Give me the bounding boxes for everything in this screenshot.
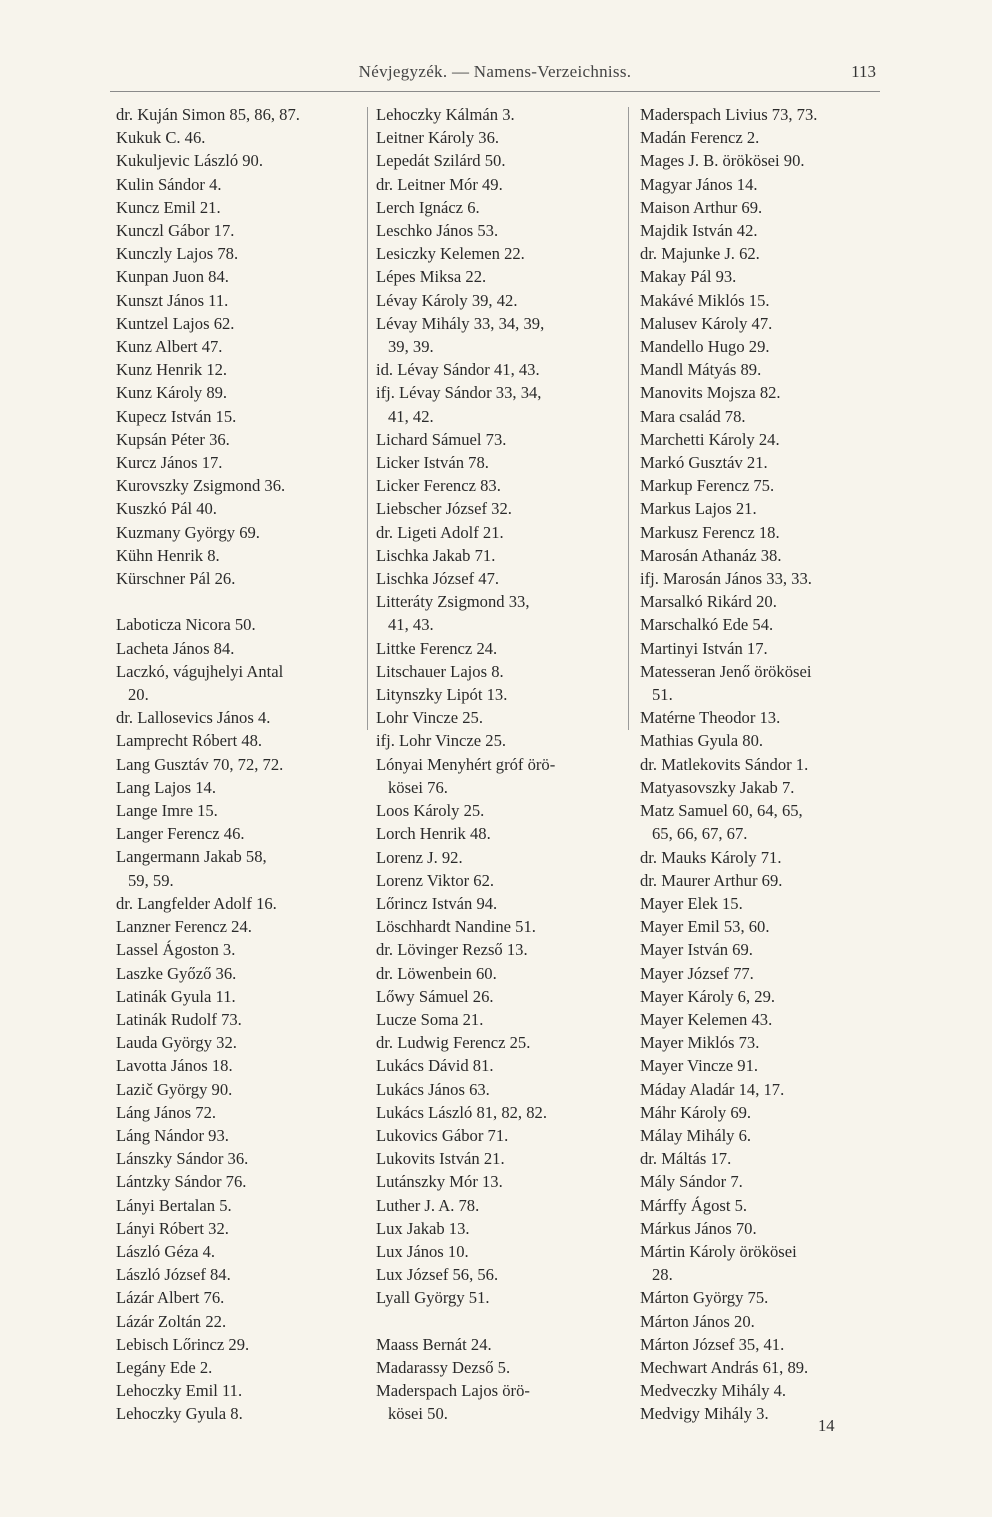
index-entry: Lischka József 47. bbox=[376, 569, 500, 589]
index-entry: Kühn Henrik 8. bbox=[116, 545, 220, 565]
index-entry: Márffy Ágost 5. bbox=[640, 1195, 748, 1215]
index-entry: Latinák Rudolf 73. bbox=[116, 1009, 242, 1029]
index-entry: Loos Károly 25. bbox=[376, 801, 485, 821]
index-entry: Kuzmany György 69. bbox=[116, 522, 260, 542]
index-entry: Kuntzel Lajos 62. bbox=[116, 313, 235, 333]
index-entry: Lányi Bertalan 5. bbox=[116, 1195, 232, 1215]
index-entry-continuation: 41, 43. bbox=[388, 615, 434, 635]
index-column-1 bbox=[116, 103, 360, 1426]
index-entry: dr. Máltás 17. bbox=[640, 1149, 732, 1169]
index-entry: Lorch Henrik 48. bbox=[376, 824, 491, 844]
index-entry: Lyall György 51. bbox=[376, 1288, 490, 1308]
index-entry: Madán Ferencz 2. bbox=[640, 128, 760, 148]
index-entry-continuation: kösei 50. bbox=[388, 1404, 448, 1424]
index-entry: Máday Aladár 14, 17. bbox=[640, 1079, 785, 1099]
index-entry: Márton János 20. bbox=[640, 1311, 755, 1331]
index-entry-continuation: 51. bbox=[652, 685, 673, 705]
index-entry: Lánszky Sándor 36. bbox=[116, 1149, 249, 1169]
index-entry: Kukuk C. 46. bbox=[116, 128, 206, 148]
index-entry: Litynszky Lipót 13. bbox=[376, 685, 508, 705]
index-entry: Mártin Károly örökösei bbox=[640, 1241, 797, 1261]
index-entry: ifj. Lohr Vincze 25. bbox=[376, 731, 507, 751]
index-entry: Málay Mihály 6. bbox=[640, 1125, 752, 1145]
index-entry: Kurcz János 17. bbox=[116, 453, 223, 473]
index-entry: Kukuljevic László 90. bbox=[116, 151, 264, 171]
index-entry: Kunz Albert 47. bbox=[116, 337, 223, 357]
index-entry: Lázár Zoltán 22. bbox=[116, 1311, 227, 1331]
index-entry: Lehoczky Kálmán 3. bbox=[376, 105, 515, 124]
index-entry: Makay Pál 93. bbox=[640, 267, 737, 287]
index-entry: Mayer István 69. bbox=[640, 940, 753, 960]
index-entry: Lőrincz István 94. bbox=[376, 893, 498, 913]
column-divider bbox=[367, 107, 368, 730]
index-entry: Makávé Miklós 15. bbox=[640, 290, 770, 310]
index-entry: Lukovits István 21. bbox=[376, 1149, 505, 1169]
index-entry: Liebscher József 32. bbox=[376, 499, 512, 519]
index-entry: Matz Samuel 60, 64, 65, bbox=[640, 801, 803, 821]
index-entry: Kunz Károly 89. bbox=[116, 383, 228, 403]
index-entry: Laboticza Nicora 50. bbox=[116, 615, 256, 635]
index-entry: Matérne Theodor 13. bbox=[640, 708, 781, 728]
index-entry: Marosán Athanáz 38. bbox=[640, 545, 782, 565]
index-entry: Maison Arthur 69. bbox=[640, 197, 763, 217]
index-entry: Lázár Albert 76. bbox=[116, 1288, 225, 1308]
index-entry-continuation: 28. bbox=[652, 1265, 673, 1285]
index-entry-continuation: kösei 76. bbox=[388, 777, 448, 797]
index-entry: Licker Ferencz 83. bbox=[376, 476, 501, 496]
index-entry: Matyasovszky Jakab 7. bbox=[640, 777, 795, 797]
page-number: 113 bbox=[851, 62, 876, 81]
index-column-2 bbox=[376, 103, 622, 1426]
index-entry: Lesiczky Kelemen 22. bbox=[376, 244, 525, 264]
index-entry: dr. Ligeti Adolf 21. bbox=[376, 522, 504, 542]
index-entry: Lukovics Gábor 71. bbox=[376, 1125, 509, 1145]
index-entry: dr. Matlekovits Sándor 1. bbox=[640, 754, 809, 774]
index-entry: Lazič György 90. bbox=[116, 1079, 233, 1099]
index-entry: Kuszkó Pál 40. bbox=[116, 499, 217, 519]
index-entry: Markup Ferencz 75. bbox=[640, 476, 775, 496]
index-entry: Martinyi István 17. bbox=[640, 638, 768, 658]
header-rule bbox=[110, 91, 880, 92]
index-entry: Kupsán Péter 36. bbox=[116, 429, 230, 449]
index-entry: Laczkó, vágujhelyi Antal bbox=[116, 661, 284, 681]
index-entry: Mandl Mátyás 89. bbox=[640, 360, 762, 380]
index-entry: Litteráty Zsigmond 33, bbox=[376, 592, 530, 612]
index-entry: Langer Ferencz 46. bbox=[116, 824, 245, 844]
index-entry: Lischka Jakab 71. bbox=[376, 545, 496, 565]
index-entry: Kurovszky Zsigmond 36. bbox=[116, 476, 286, 496]
index-entry: Lebisch Lőrincz 29. bbox=[116, 1334, 250, 1354]
index-entry: Mages J. B. örökösei 90. bbox=[640, 151, 805, 171]
index-entry: Lőwy Sámuel 26. bbox=[376, 986, 494, 1006]
index-entry: László Géza 4. bbox=[116, 1241, 216, 1261]
index-entry: Kunpan Juon 84. bbox=[116, 267, 229, 287]
index-column-3 bbox=[640, 103, 890, 1426]
index-entry-continuation: 59, 59. bbox=[128, 870, 174, 890]
index-entry: Láng Nándor 93. bbox=[116, 1125, 229, 1145]
index-entry-continuation: 41, 42. bbox=[388, 406, 434, 426]
signature-mark: 14 bbox=[818, 1416, 835, 1435]
section-gap bbox=[376, 1310, 622, 1333]
index-entry: Malusev Károly 47. bbox=[640, 313, 773, 333]
index-entry: Mayer Kelemen 43. bbox=[640, 1009, 773, 1029]
column-divider bbox=[628, 107, 629, 730]
index-entry: Mayer Károly 6, 29. bbox=[640, 986, 776, 1006]
index-entry-continuation: 39, 39. bbox=[388, 337, 434, 357]
index-entry: Lónyai Menyhért gróf örö- bbox=[376, 754, 556, 774]
index-entry: Mayer Miklós 73. bbox=[640, 1033, 760, 1053]
index-entry: Markus Lajos 21. bbox=[640, 499, 757, 519]
index-entry: Lohr Vincze 25. bbox=[376, 708, 483, 728]
index-entry: Lepedát Szilárd 50. bbox=[376, 151, 506, 171]
index-entry: Maass Bernát 24. bbox=[376, 1334, 492, 1354]
index-entry: Márkus János 70. bbox=[640, 1218, 757, 1238]
index-entry: Lukács László 81, 82, 82. bbox=[376, 1102, 547, 1122]
index-entry-continuation: 20. bbox=[128, 685, 149, 705]
index-entry: Litschauer Lajos 8. bbox=[376, 661, 504, 681]
index-entry: Márton József 35, 41. bbox=[640, 1334, 785, 1354]
index-entry: Lorenz J. 92. bbox=[376, 847, 463, 867]
index-entry: Lassel Ágoston 3. bbox=[116, 940, 236, 960]
index-entry: dr. Kuján Simon 85, 86, 87. bbox=[116, 105, 300, 124]
index-entry: Medveczky Mihály 4. bbox=[640, 1381, 787, 1401]
index-entry: dr. Lallosevics János 4. bbox=[116, 708, 271, 728]
index-entry: Láng János 72. bbox=[116, 1102, 217, 1122]
index-entry: Lévay Mihály 33, 34, 39, bbox=[376, 313, 545, 333]
index-entry: Mandello Hugo 29. bbox=[640, 337, 770, 357]
index-entry: Marchetti Károly 24. bbox=[640, 429, 780, 449]
index-entry: Lehoczky Emil 11. bbox=[116, 1381, 243, 1401]
index-entry: Legány Ede 2. bbox=[116, 1357, 213, 1377]
index-entry: Löschhardt Nandine 51. bbox=[376, 917, 536, 937]
index-entry: Lerch Ignácz 6. bbox=[376, 197, 480, 217]
index-entry: Marschalkó Ede 54. bbox=[640, 615, 774, 635]
index-entry: Lacheta János 84. bbox=[116, 638, 235, 658]
index-entry: Kunszt János 11. bbox=[116, 290, 229, 310]
index-entry: Kuncz Emil 21. bbox=[116, 197, 221, 217]
page-header bbox=[110, 62, 880, 88]
index-entry: Lange Imre 15. bbox=[116, 801, 218, 821]
index-entry: Mara család 78. bbox=[640, 406, 746, 426]
index-entry-continuation: 65, 66, 67, 67. bbox=[652, 824, 748, 844]
index-entry: Lang Lajos 14. bbox=[116, 777, 217, 797]
index-entry: Leitner Károly 36. bbox=[376, 128, 500, 148]
index-entry: dr. Leitner Mór 49. bbox=[376, 174, 503, 194]
index-entry: Kunz Henrik 12. bbox=[116, 360, 228, 380]
index-entry: Mayer Vincze 91. bbox=[640, 1056, 759, 1076]
index-entry: Kupecz István 15. bbox=[116, 406, 237, 426]
index-entry: dr. Langfelder Adolf 16. bbox=[116, 893, 277, 913]
index-entry: Matesseran Jenő örökösei bbox=[640, 661, 812, 681]
index-entry: Lux János 10. bbox=[376, 1241, 469, 1261]
index-entry: Mathias Gyula 80. bbox=[640, 731, 764, 751]
index-entry: Lux Jakab 13. bbox=[376, 1218, 470, 1238]
index-entry: Lucze Soma 21. bbox=[376, 1009, 484, 1029]
running-title: Névjegyzék. — Namens-Verzeichniss. bbox=[358, 62, 632, 81]
index-entry: Lang Gusztáv 70, 72, 72. bbox=[116, 754, 284, 774]
index-entry: Majdik István 42. bbox=[640, 221, 758, 241]
index-entry: Mayer József 77. bbox=[640, 963, 754, 983]
index-entry: László József 84. bbox=[116, 1265, 231, 1285]
index-entry: Lehoczky Gyula 8. bbox=[116, 1404, 243, 1424]
index-entry: Lévay Károly 39, 42. bbox=[376, 290, 518, 310]
index-entry: Lukács János 63. bbox=[376, 1079, 490, 1099]
section-gap bbox=[116, 590, 360, 613]
index-entry: Lorenz Viktor 62. bbox=[376, 870, 495, 890]
index-entry: Maderspach Livius 73, 73. bbox=[640, 105, 818, 124]
index-entry: dr. Löwenbein 60. bbox=[376, 963, 497, 983]
index-entry: Lux József 56, 56. bbox=[376, 1265, 499, 1285]
index-entry: Lépes Miksa 22. bbox=[376, 267, 487, 287]
index-entry: dr. Lövinger Rezső 13. bbox=[376, 940, 528, 960]
index-entry: Langermann Jakab 58, bbox=[116, 847, 267, 867]
index-entry: Laszke Győző 36. bbox=[116, 963, 237, 983]
index-entry: Lichard Sámuel 73. bbox=[376, 429, 507, 449]
index-entry: ifj. Marosán János 33, 33. bbox=[640, 569, 812, 589]
index-entry: Markusz Ferencz 18. bbox=[640, 522, 780, 542]
index-entry: Magyar János 14. bbox=[640, 174, 758, 194]
index-entry: Manovits Mojsza 82. bbox=[640, 383, 781, 403]
index-entry: Márton György 75. bbox=[640, 1288, 769, 1308]
index-entry: Marsalkó Rikárd 20. bbox=[640, 592, 777, 612]
index-entry: Kunczly Lajos 78. bbox=[116, 244, 239, 264]
index-entry: Lauda György 32. bbox=[116, 1033, 237, 1053]
index-entry: Medvigy Mihály 3. bbox=[640, 1404, 769, 1424]
index-entry: Lányi Róbert 32. bbox=[116, 1218, 229, 1238]
index-entry: Littke Ferencz 24. bbox=[376, 638, 498, 658]
index-entry: Lutánszky Mór 13. bbox=[376, 1172, 503, 1192]
index-entry: Maderspach Lajos örö- bbox=[376, 1381, 530, 1401]
index-entry: Lamprecht Róbert 48. bbox=[116, 731, 263, 751]
index-entry: Latinák Gyula 11. bbox=[116, 986, 236, 1006]
index-entry: Kunczl Gábor 17. bbox=[116, 221, 235, 241]
index-entry: Kulin Sándor 4. bbox=[116, 174, 222, 194]
index-entry: Lavotta János 18. bbox=[116, 1056, 233, 1076]
index-entry: Luther J. A. 78. bbox=[376, 1195, 480, 1215]
index-entry: id. Lévay Sándor 41, 43. bbox=[376, 360, 540, 380]
index-entry: Licker István 78. bbox=[376, 453, 489, 473]
index-entry: Madarassy Dezső 5. bbox=[376, 1357, 511, 1377]
index-entry: Mechwart András 61, 89. bbox=[640, 1357, 809, 1377]
index-entry: Máhr Károly 69. bbox=[640, 1102, 752, 1122]
index-entry: Markó Gusztáv 21. bbox=[640, 453, 768, 473]
index-entry: dr. Ludwig Ferencz 25. bbox=[376, 1033, 531, 1053]
index-entry: ifj. Lévay Sándor 33, 34, bbox=[376, 383, 542, 403]
index-entry: dr. Mauks Károly 71. bbox=[640, 847, 782, 867]
index-entry: Mály Sándor 7. bbox=[640, 1172, 743, 1192]
index-entry: Leschko János 53. bbox=[376, 221, 499, 241]
index-entry: Mayer Elek 15. bbox=[640, 893, 743, 913]
index-entry: dr. Maurer Arthur 69. bbox=[640, 870, 783, 890]
index-entry: Lántzky Sándor 76. bbox=[116, 1172, 247, 1192]
index-entry: Kürschner Pál 26. bbox=[116, 569, 236, 589]
index-entry: Lukács Dávid 81. bbox=[376, 1056, 494, 1076]
index-entry: Mayer Emil 53, 60. bbox=[640, 917, 770, 937]
index-entry: dr. Majunke J. 62. bbox=[640, 244, 760, 264]
index-entry: Lanzner Ferencz 24. bbox=[116, 917, 252, 937]
